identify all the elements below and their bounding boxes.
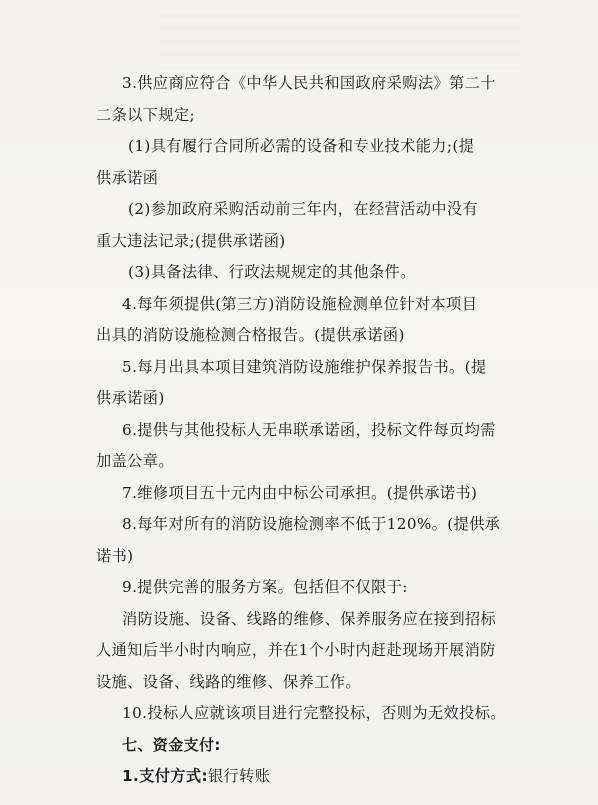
payment-method-label: 1.支付方式: xyxy=(122,767,208,785)
clause-4-line-2: 出具的消防设施检测合格报告。(提供承诺函) xyxy=(96,326,405,344)
clause-4-line-1: 4.每年须提供(第三方)消防设施检测单位针对本项目 xyxy=(122,294,478,313)
clause-8-line-1: 8.每年对所有的消防设施检测率不低于120%。(提供承 xyxy=(122,515,501,533)
clause-3-line-2: 二条以下规定; xyxy=(96,105,196,124)
clause-6-line-1: 6.提供与其他投标人无串联承诺函，投标文件每页均需 xyxy=(122,420,496,439)
section-heading-funding: 七、资金支付: xyxy=(122,735,221,754)
clause-9-line-2: 消防设施、设备、线路的维修、保养服务应在接到招标 xyxy=(122,609,497,628)
clause-3-2-line-2: 重大违法记录;(提供承诺函) xyxy=(96,231,286,250)
clause-3-line-1: 3.供应商应符合《中华人民共和国政府采购法》第二十 xyxy=(122,74,496,92)
clause-5-line-1: 5.每月出具本项目建筑消防设施维护保养报告书。(提 xyxy=(122,357,487,376)
clause-5-line-2: 供承诺函) xyxy=(96,389,165,407)
clause-9-line-1: 9.提供完善的服务方案。包括但不仅限于: xyxy=(122,578,408,596)
payment-method-line xyxy=(96,761,516,793)
clause-6-line-2: 加盖公章。 xyxy=(96,452,174,470)
clause-3-1-line-2: 供承诺函 xyxy=(96,168,159,187)
payment-method-value: 银行转账 xyxy=(207,767,271,785)
clause-7-line: 7.维修项目五十元内由中标公司承担。(提供承诺书) xyxy=(122,483,478,502)
clause-3-2-line-1: (2)参加政府采购活动前三年内，在经营活动中没有 xyxy=(128,200,479,218)
clause-3-1-line-1: (1)具有履行合同所必需的设备和专业技术能力;(提 xyxy=(128,137,475,155)
clause-3-3-line: (3)具备法律、行政法规规定的其他条件。 xyxy=(128,263,416,281)
clause-9-line-4: 设施、设备、线路的维修、保养工作。 xyxy=(96,672,361,691)
clause-10-line: 10.投标人应就该项目进行完整投标，否则为无效投标。 xyxy=(122,704,506,722)
clause-9-line-3: 人通知后半小时内响应，并在1个小时内赶赴现场开展消防 xyxy=(96,641,496,659)
clause-8-line-2: 诺书) xyxy=(96,546,134,565)
document-body xyxy=(96,68,516,793)
